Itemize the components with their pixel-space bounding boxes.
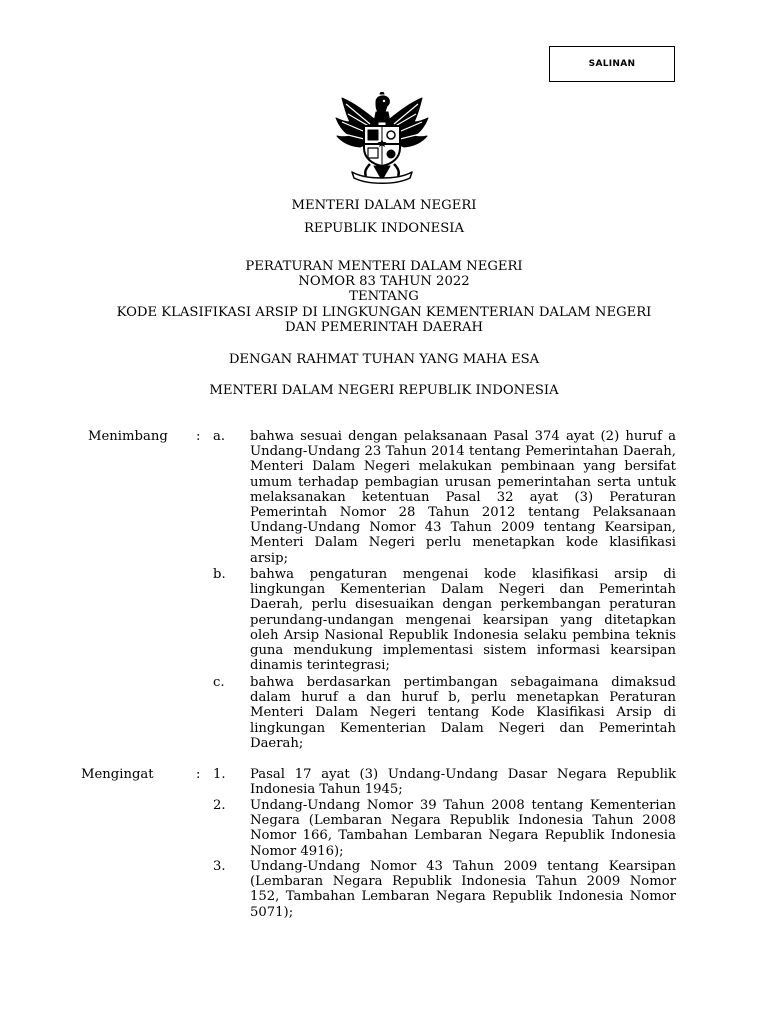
mengingat-item-1: Pasal 17 ayat (3) Undang-Undang Dasar Negara Republik Indonesia Tahun 1945;: [250, 767, 676, 798]
header-minister: MENTERI DALAM NEGERI: [291, 198, 477, 213]
issuer-line: MENTERI DALAM NEGERI REPUBLIK INDONESIA: [209, 383, 559, 398]
mengingat-marker-2: 2.: [213, 798, 226, 813]
menimbang-label: Menimbang: [88, 429, 168, 444]
mengingat-item-3: Undang-Undang Nomor 43 Tahun 2009 tentang Kearsipan (Lembaran Negara Republik Indonesia Tahun 2009 Nomor 152, Tambahan Lembaran Negara Republik Indonesia Nomor 5071);: [250, 859, 676, 920]
menimbang-item-a: bahwa sesuai dengan pelaksanaan Pasal 374 ayat (2) huruf a Undang-Undang 23 Tahun 2014 tentang Pemerintahan Daerah, Menteri Dalam Negeri melakukan pembinaan yang bersifat umum terhadap pembagian urusan pemerintahan serta untuk melaksanakan ketentuan Pasal 32 ayat (3) Peraturan Pemerintah Nomor 28 Tahun 2012 tentang Pelaksanaan Undang-Undang Nomor 43 Tahun 2009 tentang Kearsipan, Menteri Dalam Negeri perlu menetapkan kode klasifikasi arsip;: [250, 429, 676, 566]
menimbang-item-b: bahwa pengaturan mengenai kode klasifikasi arsip di lingkungan Kementerian Dalam Negeri dan Pemerintah Daerah, perlu disesuaikan dengan perkembangan peraturan perundang-undangan mengenai kearsipan yang ditetapkan oleh Arsip Nasional Republik Indonesia selaku pembina teknis guna mendukung implementasi sistem informasi kearsipan dinamis terintegrasi;: [250, 567, 676, 674]
title-line-5: DAN PEMERINTAH DAERAH: [284, 320, 484, 335]
menimbang-colon: :: [196, 429, 201, 444]
mengingat-label: Mengingat: [81, 767, 154, 782]
title-line-2: NOMOR 83 TAHUN 2022: [298, 274, 470, 289]
mengingat-colon: :: [196, 767, 201, 782]
menimbang-marker-a: a.: [213, 429, 226, 444]
title-line-3: TENTANG: [349, 289, 419, 304]
header-republic: REPUBLIK INDONESIA: [303, 221, 465, 236]
mengingat-marker-3: 3.: [213, 859, 226, 874]
garuda-pancasila-emblem-icon: [330, 92, 434, 186]
mengingat-item-2: Undang-Undang Nomor 39 Tahun 2008 tentang Kementerian Negara (Lembaran Negara Republik Indonesia Tahun 2008 Nomor 166, Tambahan Lembaran Negara Republik Indonesia Nomor 4916);: [250, 798, 676, 859]
mengingat-marker-1: 1.: [213, 767, 226, 782]
title-line-4: KODE KLASIFIKASI ARSIP DI LINGKUNGAN KEMENTERIAN DALAM NEGERI: [116, 305, 652, 320]
blessing-line: DENGAN RAHMAT TUHAN YANG MAHA ESA: [228, 352, 540, 367]
menimbang-item-c: bahwa berdasarkan pertimbangan sebagaimana dimaksud dalam huruf a dan huruf b, perlu menetapkan Peraturan Menteri Dalam Negeri tentang Kode Klasifikasi Arsip di lingkungan Kementerian Dalam Negeri dan Pemerintah Daerah;: [250, 675, 676, 751]
title-line-1: PERATURAN MENTERI DALAM NEGERI: [245, 259, 523, 274]
menimbang-marker-b: b.: [213, 567, 226, 582]
salinan-label: SALINAN: [588, 59, 636, 69]
salinan-stamp: [549, 46, 675, 82]
menimbang-marker-c: c.: [213, 675, 225, 690]
